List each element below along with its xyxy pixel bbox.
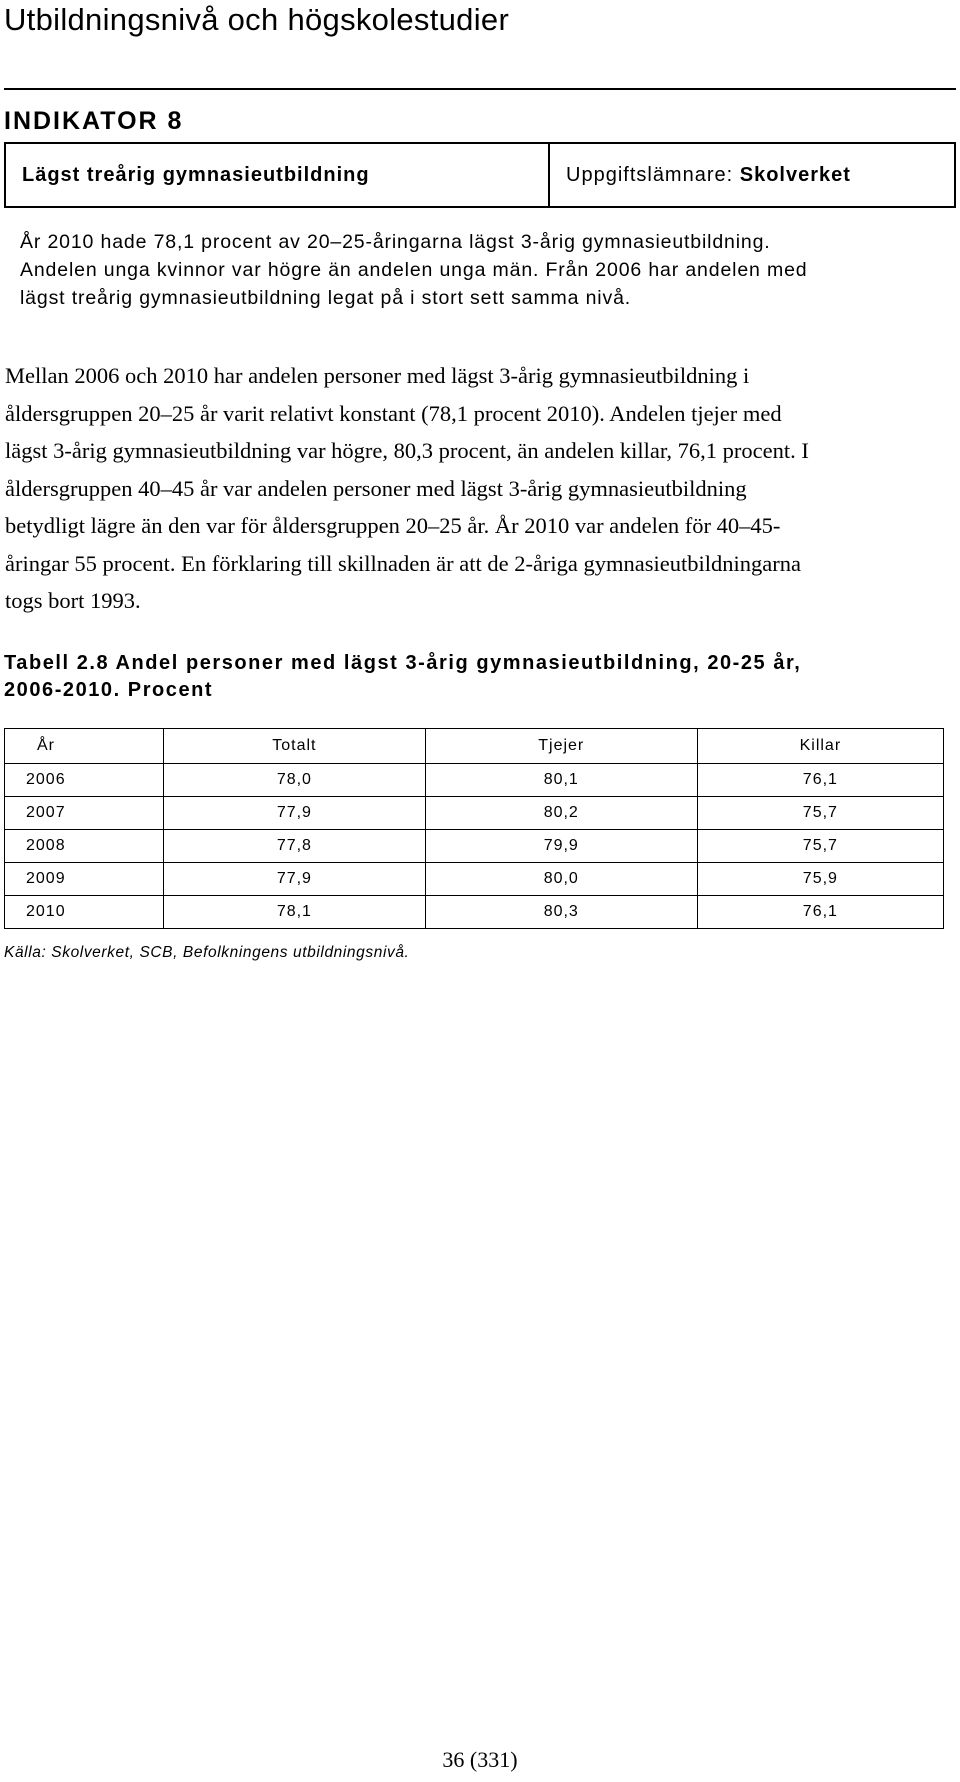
cell-year: 2006 [5, 764, 164, 797]
body-line: åldersgruppen 40–45 år var andelen personer med lägst 3-årig gymnasieutbildning [5, 475, 747, 501]
cell-girls: 79,9 [425, 830, 697, 863]
caption-line: 2006-2010. Procent [4, 679, 214, 701]
caption-line: Tabell 2.8 Andel personer med lägst 3-årig gymnasieutbildning, 20-25 år, [4, 652, 802, 674]
body-line: Mellan 2006 och 2010 har andelen personer med lägst 3-årig gymnasieutbildning i [5, 363, 750, 388]
page-number: 36 (331) [442, 1747, 518, 1772]
cell-girls: 80,2 [425, 797, 697, 830]
summary-line: lägst treårig gymnasieutbildning legat på i stort sett samma nivå. [20, 287, 632, 309]
provider-name: Skolverket [739, 163, 851, 186]
table-row [5, 896, 944, 929]
indikator-title: INDIKATOR 8 [4, 107, 184, 135]
indikator-section [4, 88, 956, 208]
indikator-summary [20, 228, 940, 312]
body-paragraph [5, 357, 945, 620]
cell-total: 77,9 [164, 863, 426, 896]
column-header-total: Totalt [164, 729, 426, 764]
cell-boys: 76,1 [697, 896, 943, 929]
cell-year: 2007 [5, 797, 164, 830]
provider-label: Uppgiftslämnare: [566, 163, 740, 186]
indikator-provider [549, 143, 955, 207]
data-table [4, 728, 944, 929]
table-row [5, 863, 944, 896]
cell-total: 77,9 [164, 797, 426, 830]
indikator-name: Lägst treårig gymnasieutbildning [5, 143, 549, 207]
cell-girls: 80,3 [425, 896, 697, 929]
cell-total: 77,8 [164, 830, 426, 863]
cell-girls: 80,1 [425, 764, 697, 797]
cell-year: 2009 [5, 863, 164, 896]
table-row [5, 797, 944, 830]
page-title: Utbildningsnivå och högskolestudier [4, 2, 510, 37]
cell-girls: 80,0 [425, 863, 697, 896]
cell-total: 78,1 [164, 896, 426, 929]
cell-boys: 75,9 [697, 863, 943, 896]
cell-year: 2010 [5, 896, 164, 929]
cell-year: 2008 [5, 830, 164, 863]
cell-total: 78,0 [164, 764, 426, 797]
table-caption [4, 650, 944, 704]
summary-line: Andelen unga kvinnor var högre än andelen unga män. Från 2006 har andelen med [20, 259, 808, 281]
column-header-year: År [5, 729, 164, 764]
column-header-boys: Killar [697, 729, 943, 764]
cell-boys: 75,7 [697, 797, 943, 830]
table-header-row [5, 729, 944, 764]
column-header-girls: Tjejer [425, 729, 697, 764]
cell-boys: 75,7 [697, 830, 943, 863]
body-line: åldersgruppen 20–25 år varit relativt konstant (78,1 procent 2010). Andelen tjejer med [5, 400, 782, 426]
body-line: togs bort 1993. [5, 588, 141, 613]
summary-line: År 2010 hade 78,1 procent av 20–25-åringarna lägst 3-årig gymnasieutbildning. [20, 231, 771, 253]
body-line: lägst 3-årig gymnasieutbildning var högre, 80,3 procent, än andelen killar, 76,1 procent. I [5, 438, 809, 463]
body-line: betydligt lägre än den var för åldersgruppen 20–25 år. År 2010 var andelen för 40–45- [5, 513, 781, 538]
body-line: åringar 55 procent. En förklaring till skillnaden är att de 2-åriga gymnasieutbildningarna [5, 550, 801, 576]
table-row [5, 764, 944, 797]
cell-boys: 76,1 [697, 764, 943, 797]
table-row [5, 830, 944, 863]
indikator-header-table [4, 142, 956, 208]
table-source: Källa: Skolverket, SCB, Befolkningens utbildningsnivå. [4, 944, 410, 961]
